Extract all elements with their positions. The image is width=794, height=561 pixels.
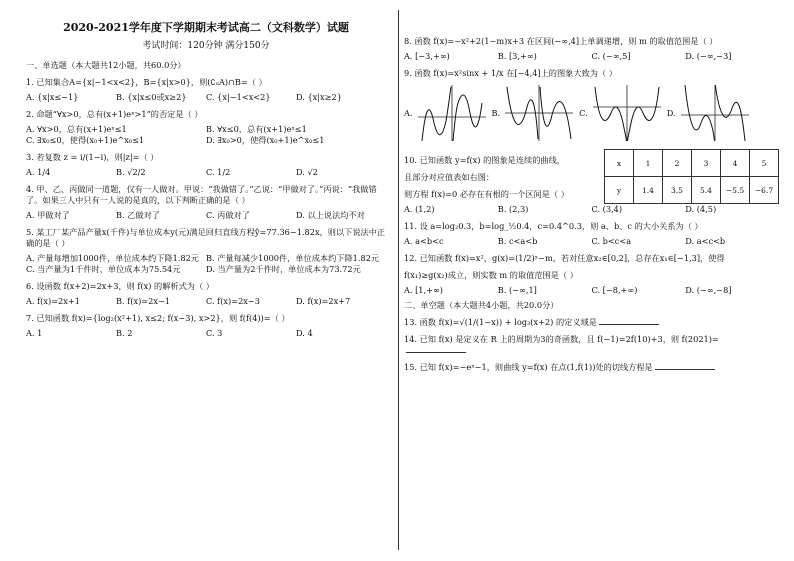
q6-stem: 6. 设函数 f(x+2)=2x+3，则 f(x) 的解析式为（ ）	[26, 281, 214, 291]
q11-stem: 11. 设 a=log₂0.3，b=log_½0.4，c=0.4^0.3，则 a、b、c 的大小关系为（ ）	[404, 221, 703, 231]
q10-option-d: D. (4,5)	[685, 204, 717, 214]
q6-option-b: B. f(x)=2x−1	[116, 296, 171, 306]
q10-options	[404, 204, 779, 215]
q10-option-b: B. (2,3)	[497, 204, 529, 214]
q15-answer-blank[interactable]	[655, 369, 715, 370]
q9-graph-options	[404, 83, 779, 143]
q9-option-a: A.	[404, 107, 413, 118]
q9-graph-d	[667, 83, 751, 143]
q6-options	[26, 296, 386, 307]
q12-options	[404, 285, 779, 296]
q7-option-c: C. 3	[206, 328, 223, 338]
q11-options	[404, 236, 779, 247]
q10-option-c: C. (3,4)	[591, 204, 623, 214]
q3-option-a: A. 1/4	[26, 167, 51, 177]
q10-value-table	[604, 149, 779, 204]
q9-graph-c	[579, 83, 663, 143]
q10-stem3: 则方程 f(x)=0 必存在有根的一个区间是（ ）	[404, 189, 569, 199]
q2-option-c: C. ∃x₀≤0，使得(x₀+1)e^x₀≤1	[26, 135, 145, 145]
q1-stem: 1. 已知集合A={x|−1<x<2}，B={x|x>0}，则(∁ᵤA)∩B=（ ）	[26, 77, 267, 87]
q10-block	[404, 149, 779, 204]
q2-option-a: A. ∀x>0，总有(x+1)eˣ≤1	[26, 124, 127, 134]
q10-table-x-cell: 5	[750, 150, 779, 177]
q12-stem1: 12. 已知函数 f(x)=x²，g(x)=(1/2)ˣ−m，若对任意x₂∈[0,2]，总存在x₁∈[−1,3]，使得	[404, 253, 725, 263]
q11-option-a: A. a<b<c	[404, 236, 444, 246]
q1-options	[26, 92, 386, 103]
q2-option-b: B. ∀x≤0，总有(x+1)eˣ≤1	[206, 124, 307, 134]
q3-stem: 3. 若复数 z = i/(1−i)，则|z|=（ ）	[26, 152, 159, 162]
q10-table-y-cell: −5.5	[721, 177, 750, 204]
q10-text	[404, 149, 569, 204]
q11-option-c: C. b<c<a	[591, 236, 632, 246]
q10-stem1: 10. 已知函数 y=f(x) 的图象是连续的曲线，	[404, 155, 565, 165]
q8-options	[404, 51, 779, 62]
q6-option-c: C. f(x)=2x−3	[206, 296, 260, 306]
q1-option-b: B. {x|x≤0或x≥2}	[116, 92, 187, 102]
q10-table-x-label: x	[605, 150, 634, 177]
q13-stem: 13. 函数 f(x)=√(1/(1−x)) + log₃(x+2) 的定义域是	[404, 317, 597, 327]
q14-answer-blank[interactable]	[406, 352, 466, 353]
q5-option-c: C. 当产量为1千件时，单位成本为75.54元	[26, 264, 181, 274]
q7-option-d: D. 4	[296, 328, 313, 338]
q12-option-b: B. (−∞,1]	[497, 285, 537, 295]
q9-graph-a-plot	[416, 83, 488, 143]
q4-options	[26, 210, 386, 221]
q9-graph-b-plot	[503, 83, 575, 143]
q8-stem: 8. 函数 f(x)=−x²+2(1−m)x+3 在区间(−∞,4]上单调递增，则 m 的取值范围是（ ）	[404, 36, 718, 46]
q7-options	[26, 328, 386, 339]
q14-row	[404, 334, 779, 356]
right-column	[404, 30, 779, 377]
q8-option-b: B. [3,+∞)	[497, 51, 537, 61]
q1-option-d: D. {x|x≥2}	[296, 92, 342, 102]
q13-row	[404, 317, 779, 328]
q10-table-y-cell: 5.4	[692, 177, 721, 204]
q4-option-d: D. 以上说法均不对	[296, 210, 365, 220]
q10-option-a: A. (1,2)	[404, 204, 435, 214]
q1-option-c: C. {x|−1<x<2}	[206, 92, 271, 102]
q10-table-y-cell: 1.4	[634, 177, 663, 204]
q9-graph-b	[492, 83, 576, 143]
q6-option-a: A. f(x)=2x+1	[26, 296, 80, 306]
q8-option-a: A. [−3,+∞)	[404, 51, 450, 61]
q12-option-d: D. (−∞,−8]	[685, 285, 732, 295]
q5-stem: 5. 某工厂某产品产量x(千件)与单位成本y(元)满足回归直线方程ŷ=77.36−1.82x，则以下说法中正确的是（ ）	[26, 227, 386, 248]
q13-answer-blank[interactable]	[599, 324, 659, 325]
q10-table-x-cell: 4	[721, 150, 750, 177]
q14-stem: 14. 已知 f(x) 是定义在 R 上的周期为3的奇函数，且 f(−1)=2f(10)+3，则 f(2021)=	[404, 334, 719, 344]
q2-options	[26, 124, 386, 146]
q9-graph-c-plot	[591, 83, 663, 143]
q10-table-row-x	[605, 150, 779, 177]
q9-option-b: B.	[491, 107, 501, 118]
exam-title: 2020-2021学年度下学期期末考试高二（文科数学）试题	[63, 21, 349, 34]
section2-label: 二、单空题（本大题共4小题，共20.0分）	[404, 300, 559, 310]
q10-stem2: 且部分对应值表如右图：	[404, 172, 495, 182]
q5-option-b: B. 产量每减少1000件，单位成本约下降1.82元	[206, 253, 380, 263]
q10-table-x-cell: 1	[634, 150, 663, 177]
q12-stem2: f(x₁)≥g(x₂)成立，则实数 m 的取值范围是（ ）	[404, 270, 578, 280]
q2-option-d: D. ∃x₀>0，使得(x₀+1)e^x₀≤1	[206, 135, 325, 145]
left-column	[26, 22, 386, 343]
q10-table-row-y	[605, 177, 779, 204]
q9-option-c: C.	[579, 107, 588, 118]
section1-label: 一、单选题（本大题共12小题，共60.0分）	[26, 60, 186, 70]
q4-option-c: C. 丙做对了	[206, 210, 250, 220]
q3-option-c: C. 1/2	[206, 167, 231, 177]
q5-option-a: A. 产量每增加1000件，单位成本约下降1.82元	[26, 253, 199, 263]
q8-option-c: C. (−∞,5]	[591, 51, 631, 61]
q7-option-a: A. 1	[26, 328, 43, 338]
q2-stem: 2. 命题“∀x>0，总有(x+1)eˣ>1”的否定是（ ）	[26, 109, 203, 119]
q15-stem: 15. 已知 f(x)=−eˣ−1，则曲线 y=f(x) 在点(1,f(1))处的切线方程是	[404, 362, 653, 372]
q10-table-y-label: y	[605, 177, 634, 204]
q11-option-b: B. c<a<b	[497, 236, 538, 246]
q5-options	[26, 253, 386, 275]
q1-option-a: A. {x|x≤−1}	[26, 92, 79, 102]
q7-stem: 7. 已知函数 f(x)={log₂(x²+1), x≤2; f(x−3), x>2}，则 f(f(4))=（ ）	[26, 313, 290, 323]
q9-stem: 9. 函数 f(x)=x²sinx + 1/x 在[−4,4]上的图象大致为（ ）	[404, 68, 617, 78]
column-divider	[398, 10, 399, 550]
q9-option-d: D.	[666, 107, 676, 118]
q12-option-c: C. [−8,+∞)	[591, 285, 638, 295]
q6-option-d: D. f(x)=2x+7	[296, 296, 351, 306]
q3-option-d: D. √2	[296, 167, 318, 177]
q4-stem: 4. 甲、乙、丙做同一道题，仅有一人做对。甲说：“我做错了。”乙说：“甲做对了。”丙说：“我做错了。如果三人中只有一人说的是真的，以下判断正确的是（ ）	[26, 184, 377, 205]
q9-graph-a	[404, 83, 488, 143]
q3-options	[26, 167, 386, 178]
q11-option-d: D. a<c<b	[685, 236, 726, 246]
q9-graph-d-plot	[679, 83, 751, 143]
q10-table-x-cell: 3	[692, 150, 721, 177]
q3-option-b: B. √2/2	[116, 167, 146, 177]
q10-table-x-cell: 2	[663, 150, 692, 177]
q15-row	[404, 362, 779, 373]
q10-table-y-cell: 3.5	[663, 177, 692, 204]
q5-option-d: D. 当产量为2千件时，单位成本为73.72元	[206, 264, 361, 274]
q8-option-d: D. (−∞,−3]	[685, 51, 732, 61]
q4-option-a: A. 甲做对了	[26, 210, 70, 220]
q12-option-a: A. [1,+∞)	[404, 285, 443, 295]
q4-option-b: B. 乙做对了	[116, 210, 160, 220]
q10-table-y-cell: −6.7	[750, 177, 779, 204]
exam-info: 考试时间：120分钟 满分150分	[142, 41, 270, 51]
q7-option-b: B. 2	[116, 328, 133, 338]
